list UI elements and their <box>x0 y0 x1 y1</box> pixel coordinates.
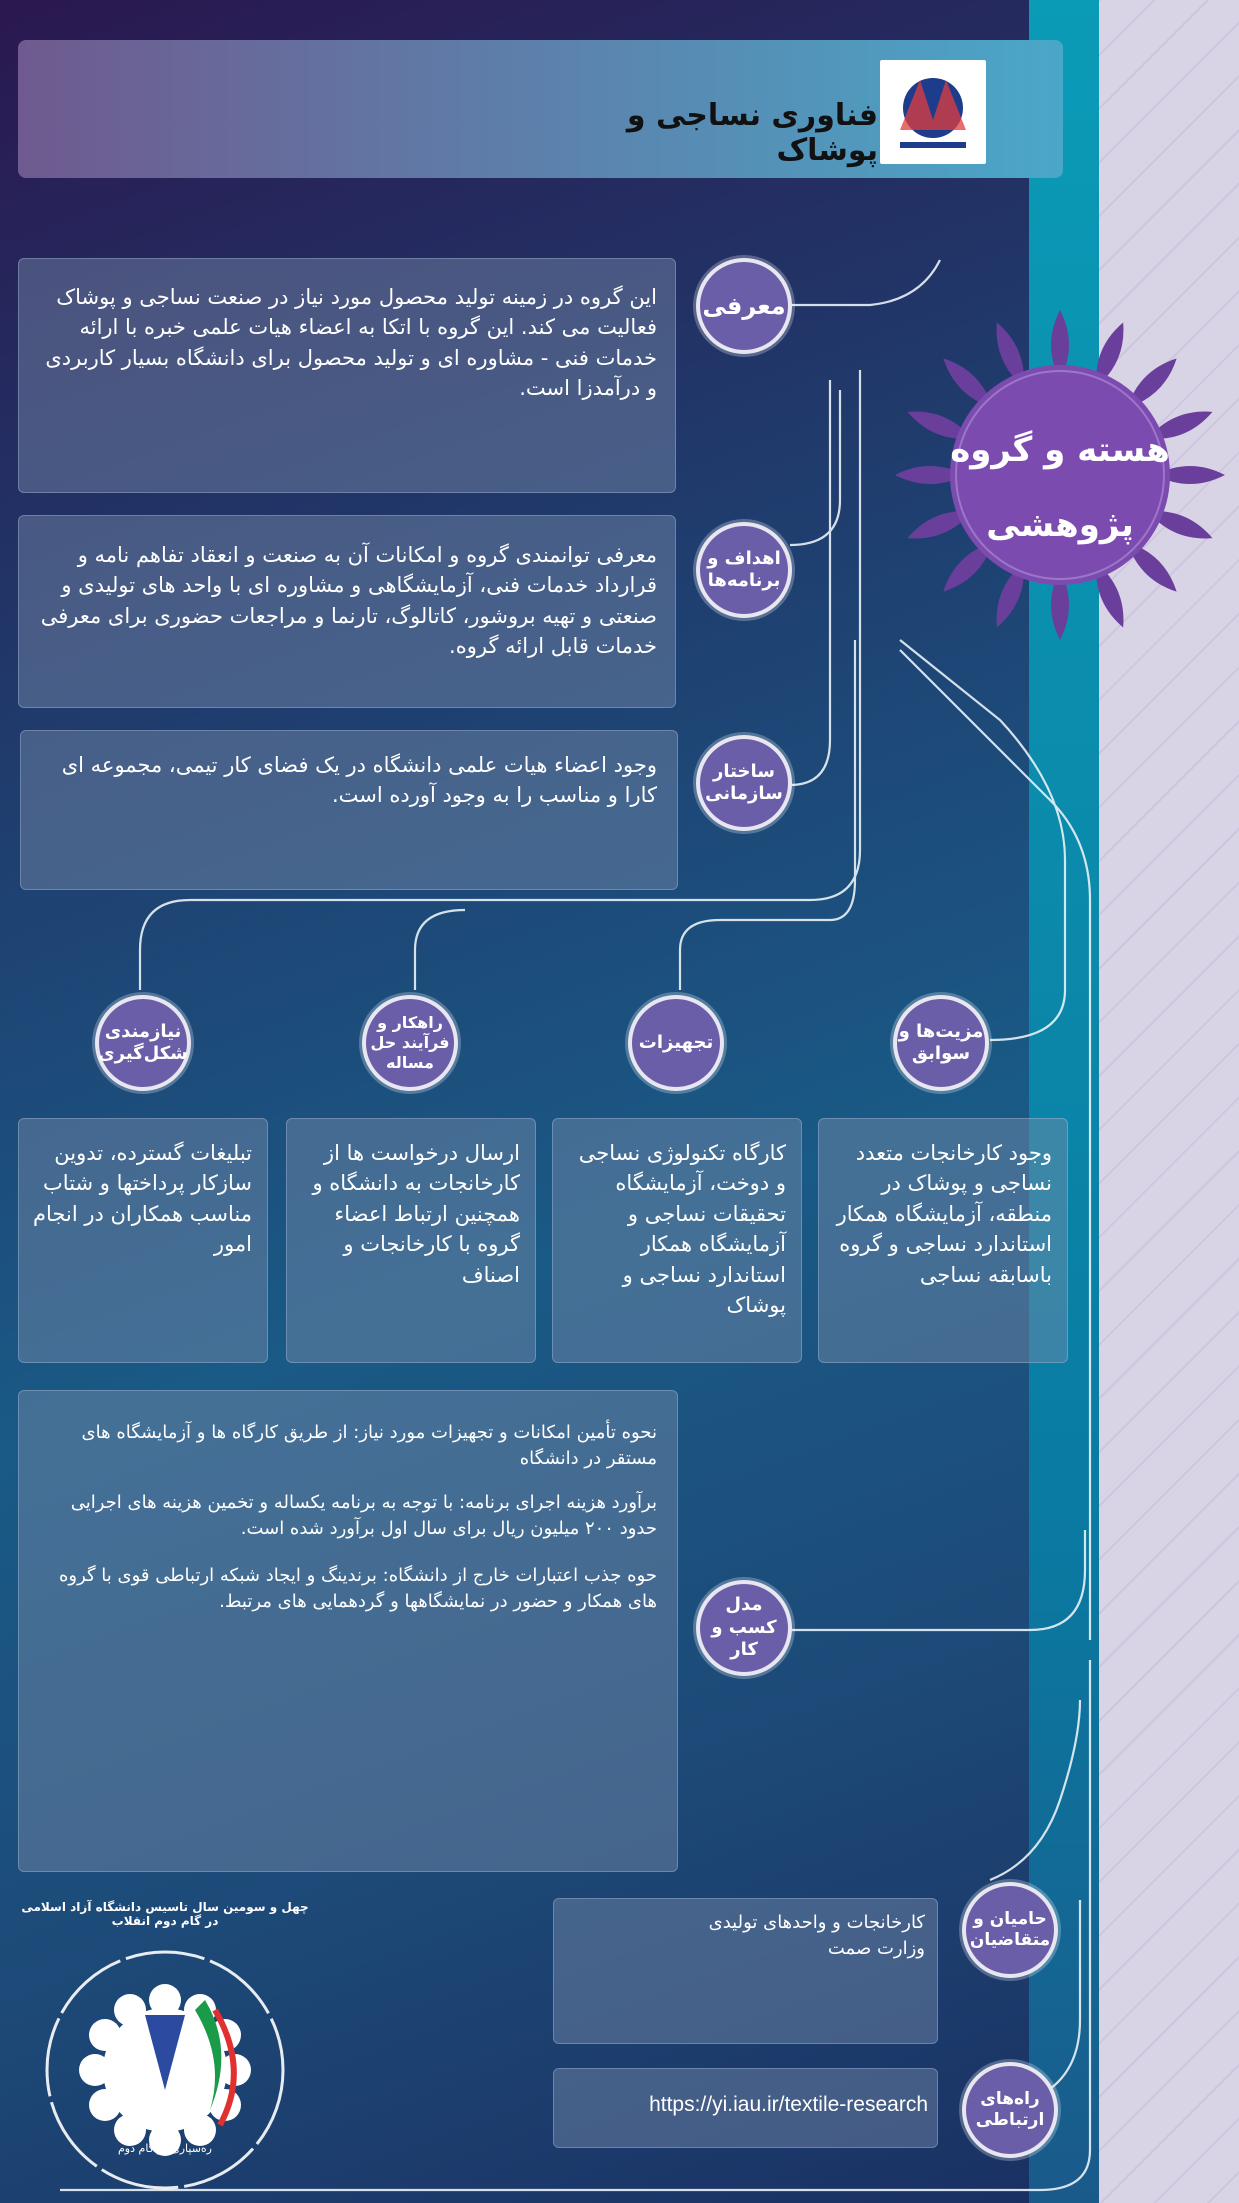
need-circle: نیازمندی شکل‌گیری <box>95 995 191 1091</box>
intro-text: این گروه در زمینه تولید محصول مورد نیاز در صنعت نساجی و پوشاک فعالیت می کند. این گروه با اتکا به اعضاء هیات علمی خبره با ارائه خدمات فنی - مشاوره ای و تولید محصول برای دانشگاه بسیار کاربردی و درآمدزا است. <box>45 285 657 401</box>
advantages-text: وجود کارخانجات متعدد نساجی و پوشاک در منطقه، آزمایشگاه همکار استاندارد نساجی و گروه باسابقه نساجی <box>836 1141 1052 1287</box>
sponsors-line1: کارخانجات و واحدهای تولیدی <box>708 1912 925 1933</box>
business-p3: حوه جذب اعتبارات خارج از دانشگاه: برندینگ و ایجاد شبکه ارتباطی قوی با گروه های همکار و حضور در نمایشگاهها و گردهمایی های مرتبط. <box>58 1565 657 1613</box>
solution-circle: راهکار و فرآیند حل مساله <box>362 995 458 1091</box>
structure-text: وجود اعضاء هیات علمی دانشگاه در یک فضای کار تیمی، مجموعه ای کارا و مناسب را به وجود آورده است. <box>61 753 657 808</box>
equipment-text: کارگاه تکنولوژی نساجی و دوخت، آزمایشگاه تحقیقات نساجی و آزمایشگاه همکار استاندارد نساجی و پوشاک <box>578 1141 786 1318</box>
contact-link[interactable]: https://yi.iau.ir/textile-research <box>649 2093 928 2116</box>
sponsors-line2: وزارت صمت <box>827 1938 925 1959</box>
hub-title-line2: پژوهشی <box>986 505 1134 545</box>
contact-circle: راه‌های ارتباطی <box>962 2062 1058 2158</box>
advantages-circle: مزیت‌ها و سوابق <box>893 995 989 1091</box>
sponsors-circle: حامیان و متقاضیان <box>962 1882 1058 1978</box>
page-title: فناوری نساجی و پوشاک <box>626 98 878 168</box>
intro-circle: معرفی <box>696 258 792 354</box>
university-logo <box>880 60 986 164</box>
hub-flower-emblem <box>890 305 1230 645</box>
business-p2: برآورد هزینه اجرای برنامه: با توجه به برنامه یکساله و تخمین هزینه های اجرایی حدود ۲۰۰ میلیون ریال برای سال اول برآورد شده است. <box>70 1492 657 1540</box>
solution-text: ارسال درخواست ها از کارخانجات به دانشگاه و همچنین ارتباط اعضاء گروه با کارخانجات و اصناف <box>312 1141 520 1287</box>
emblem-caption: ره‌سپاری در گام دوم <box>117 2142 212 2155</box>
structure-circle: ساختار سازمانی <box>696 735 792 831</box>
business-p1: نحوه تأمین امکانات و تجهیزات مورد نیاز: از طریق کارگاه ها و آزمایشگاه های مستقر در دانشگاه <box>81 1422 657 1470</box>
business-circle: مدل کسب و کار <box>696 1580 792 1676</box>
hub-title-line1: هسته و گروه <box>950 430 1170 470</box>
equipment-circle: تجهیزات <box>628 995 724 1091</box>
emblem-arc-text: چهل‌ و‌ سومین سال تاسیس دانشگاه آزاد اسلامی در گام دوم انقلاب <box>21 1900 309 1929</box>
need-text: تبلیغات گسترده، تدوین سازکار پرداختها و شتاب مناسب همکاران در انجام امور <box>33 1141 252 1257</box>
goals-text: معرفی توانمندی گروه و امکانات آن به صنعت و انعقاد تفاهم نامه و قرارداد خدمات فنی، آزمایشگاهی و مشاوره ای با واحد های تولیدی و صنعتی و تهیه بروشور، کاتالوگ، تارنما و مراجعات حضوری برای معرفی خدمات قابل ارائه گروه. <box>40 543 657 659</box>
goals-circle: اهداف و برنامه‌ها <box>696 522 792 618</box>
